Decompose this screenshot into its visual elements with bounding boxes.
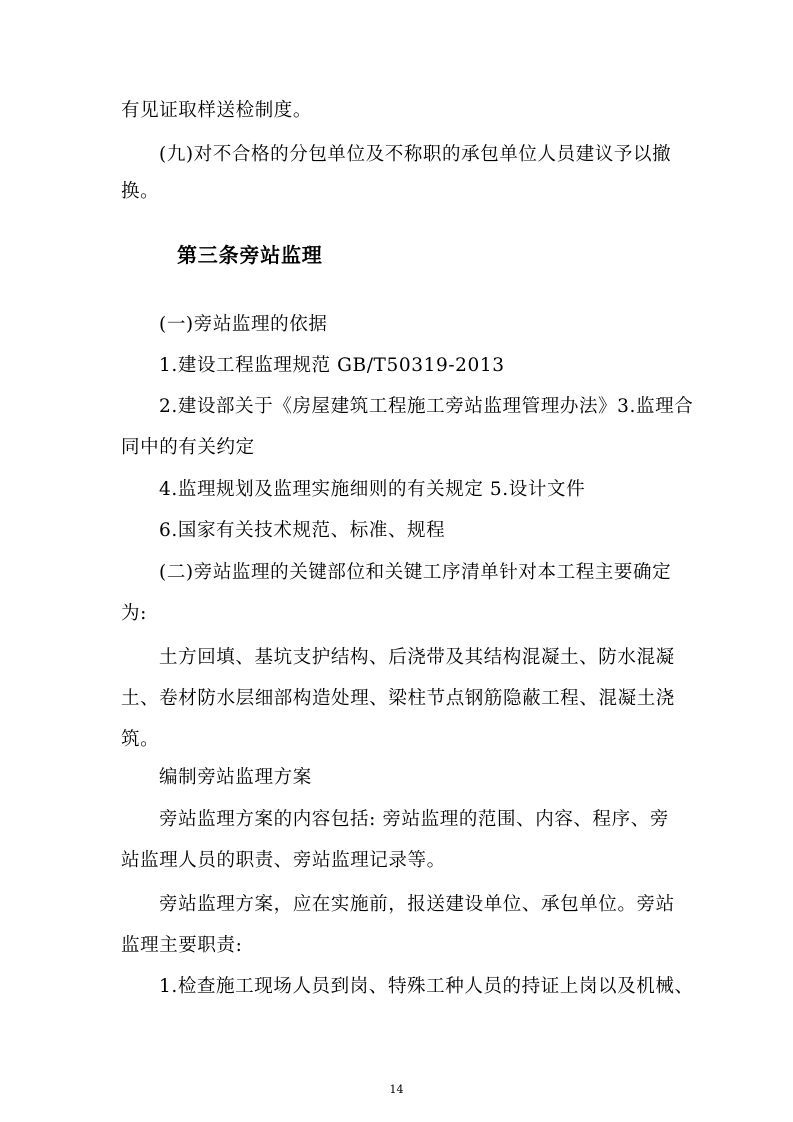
body-line: 1.建设工程监理规范 GB/T50319-2013 — [159, 355, 505, 376]
page-number: 14 — [389, 1083, 404, 1096]
body-line: 1.检查施工现场人员到岗、特殊工种人员的持证上岗以及机械、 — [159, 976, 694, 997]
body-line: 监理主要职责: — [121, 935, 243, 956]
body-line: 编制旁站监理方案 — [159, 767, 312, 788]
body-line: 土方回填、基坑支护结构、后浇带及其结构混凝土、防水混凝 — [159, 647, 675, 668]
body-line: 6.国家有关技术规范、标准、规程 — [159, 520, 446, 541]
body-line: 旁站监理方案的内容包括: 旁站监理的范围、内容、程序、旁 — [159, 809, 669, 830]
body-line: (一)旁站监理的依据 — [159, 314, 328, 335]
body-line: 4.监理规划及监理实施细则的有关规定 5.设计文件 — [159, 479, 586, 500]
body-line: 有见证取样送检制度。 — [121, 100, 313, 121]
body-line: 2.建设部关于《房屋建筑工程施工旁站监理管理办法》3.监理合 — [159, 396, 694, 417]
body-line: 土、卷材防水层细部构造处理、梁柱节点钢筋隐蔽工程、混凝土浇 — [121, 688, 675, 709]
body-line: 换。 — [121, 181, 160, 202]
body-line: (九)对不合格的分包单位及不称职的承包单位人员建议予以撤 — [159, 144, 672, 165]
body-line: 同中的有关约定 — [121, 437, 255, 458]
body-line: 旁站监理方案，应在实施前，报送建设单位、承包单位。旁站 — [159, 894, 675, 915]
body-line: 为: — [121, 603, 147, 624]
body-line: 站监理人员的职责、旁站监理记录等。 — [121, 850, 446, 871]
body-line: 筑。 — [121, 729, 160, 750]
body-line: (二)旁站监理的关键部位和关键工序清单针对本工程主要确定 — [159, 562, 672, 583]
section-heading: 第三条旁站监理 — [177, 243, 323, 267]
